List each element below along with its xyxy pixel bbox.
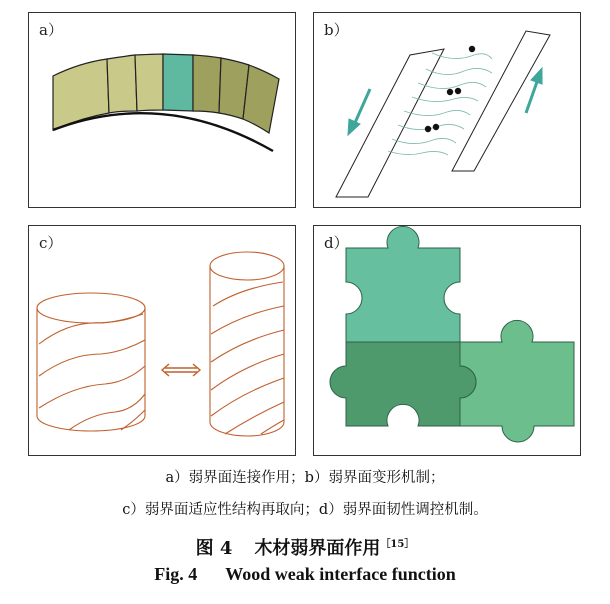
figure-number-cn: 图 4 xyxy=(195,538,233,559)
panel-a-label: a） xyxy=(39,21,63,39)
arch-segment-4 xyxy=(163,54,193,111)
arched-segments-illustration xyxy=(29,13,297,209)
subcaption-line-1: a）弱界面连接作用；b）弱界面变形机制； xyxy=(165,470,445,486)
figure-title-cn: 木材弱界面作用 xyxy=(254,538,381,559)
arch-segment-7 xyxy=(243,65,279,133)
arch-segment-1 xyxy=(53,59,109,130)
panel-b-label: b） xyxy=(324,21,349,39)
figure-number-en: Fig. 4 xyxy=(154,564,198,584)
panel-b-deformation-mechanism xyxy=(313,12,581,208)
panel-d-label: d） xyxy=(324,234,349,252)
arch-segment-2 xyxy=(107,55,137,113)
subcaption-line-2: c）弱界面适应性结构再取向；d）弱界面韧性调控机制。 xyxy=(122,502,488,518)
right-plate xyxy=(452,31,550,171)
left-cylinder xyxy=(37,293,145,431)
puzzle-pieces-illustration xyxy=(314,226,582,457)
sliding-plates-illustration xyxy=(314,13,582,209)
panel-a-weak-interface-connection xyxy=(28,12,296,208)
figure-title-chinese xyxy=(0,534,610,560)
puzzle-piece-right xyxy=(460,320,574,442)
puzzle-piece-bottom xyxy=(330,342,476,426)
panel-c-structure-reorientation xyxy=(28,225,296,456)
puzzle-piece-top xyxy=(346,226,460,342)
right-cylinder xyxy=(210,252,284,436)
panel-d-toughness-regulation xyxy=(313,225,581,456)
figure-title-en: Wood weak interface function xyxy=(225,564,456,584)
panel-c-label: c） xyxy=(39,234,63,252)
cylinders-illustration xyxy=(29,226,297,457)
arch-segment-5 xyxy=(193,55,221,113)
figure-reference: ［15］ xyxy=(380,539,415,550)
reorientation-arrow xyxy=(162,364,200,376)
figure-title-english xyxy=(0,564,610,585)
arch-segment-3 xyxy=(135,54,163,111)
